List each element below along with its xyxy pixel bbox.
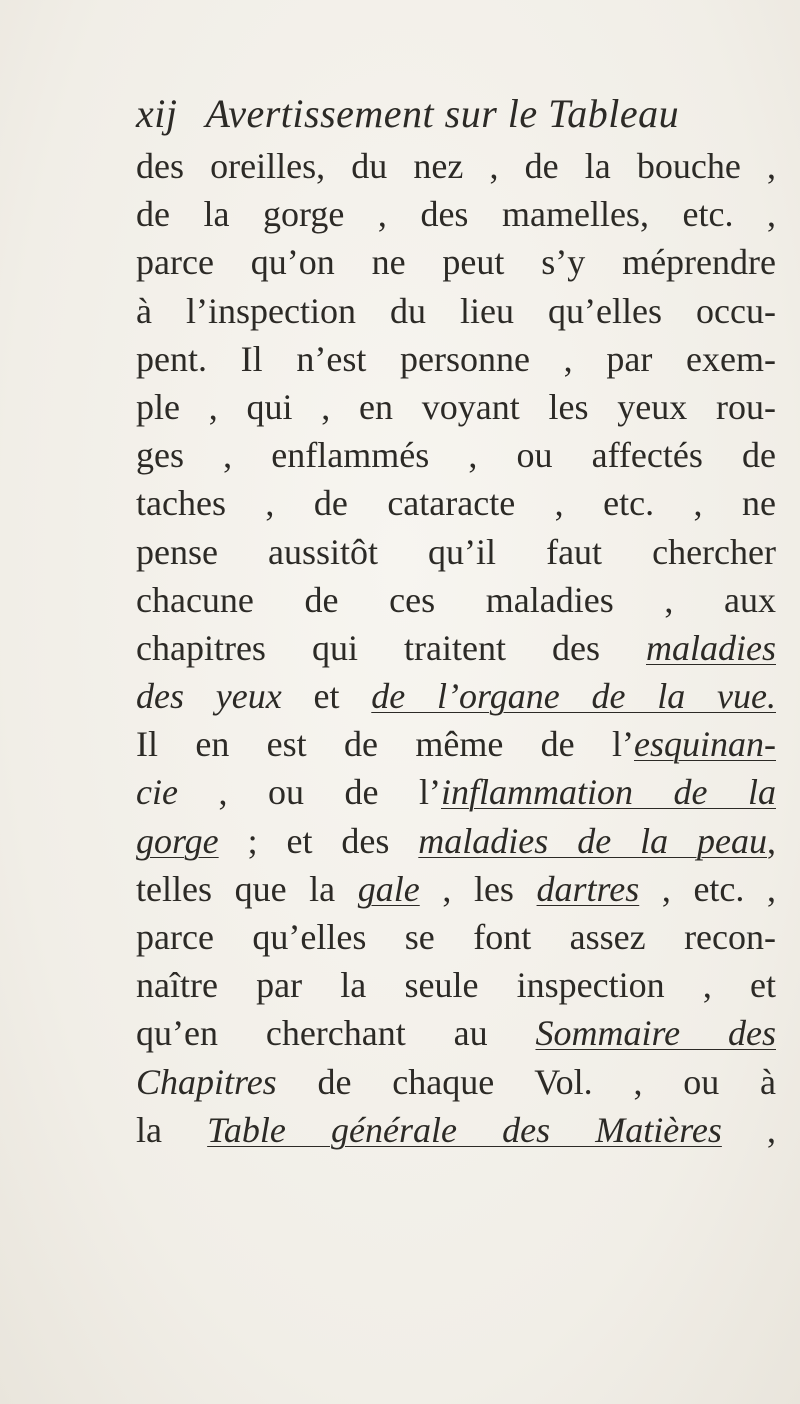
emphasized-text: maladies de la peau [418, 820, 767, 861]
text-segment: et [281, 676, 372, 717]
emphasized-text: inflammation de la [440, 772, 776, 813]
text-segment: , etc. , [639, 868, 777, 909]
text-line [136, 383, 776, 431]
text-segment: qu’en cherchant au [136, 1013, 536, 1054]
text-segment: taches , de cataracte , etc. , ne [136, 483, 776, 524]
text-segment: , ou de l’ [177, 772, 441, 813]
text-segment: , [767, 820, 776, 861]
emphasized-text: gale [357, 868, 420, 909]
page-number: xij [136, 91, 178, 136]
text-line [136, 865, 776, 913]
text-segment: ; et des [218, 820, 419, 861]
text-segment: naître par la seule inspection , et [136, 965, 776, 1006]
text-segment: chapitres qui traitent des [136, 627, 646, 668]
text-line [136, 1106, 776, 1154]
text-segment: ple , qui , en voyant les yeux rou- [136, 386, 776, 427]
text-segment: pent. Il n’est personne , par exem- [136, 338, 776, 379]
body-text [136, 142, 776, 1154]
emphasized-text: dartres [536, 868, 640, 909]
text-line [136, 913, 776, 961]
text-line [136, 768, 776, 816]
emphasized-text: Sommaire des [535, 1013, 776, 1054]
text-segment: de chaque Vol. , ou à [276, 1061, 776, 1102]
running-header [136, 90, 679, 137]
running-title: Avertissement sur le Tableau [205, 91, 680, 136]
text-line [136, 961, 776, 1009]
emphasized-text: gorge [136, 820, 219, 861]
text-line [136, 672, 776, 720]
text-line [136, 479, 776, 527]
text-line [136, 431, 776, 479]
text-segment: à l’inspection du lieu qu’elles occu- [136, 290, 776, 331]
text-segment: , [721, 1109, 777, 1150]
text-line [136, 720, 776, 768]
emphasized-text: des yeux [136, 676, 282, 717]
text-line [136, 624, 776, 672]
emphasized-text: Chapitres [136, 1061, 277, 1102]
text-segment: des oreilles, du nez , de la bouche , [136, 146, 776, 186]
text-line [136, 190, 776, 238]
text-line [136, 1009, 776, 1057]
text-line [136, 335, 776, 383]
emphasized-text: de l’organe de la vue. [371, 676, 776, 717]
text-segment: ges , enflammés , ou affectés de [136, 435, 776, 476]
text-segment: pense aussitôt qu’il faut chercher [136, 531, 776, 572]
text-segment: la [136, 1109, 208, 1150]
text-line [136, 817, 776, 865]
text-segment: de la gorge , des mamelles, etc. , [136, 194, 776, 235]
text-segment: chacune de ces maladies , aux [136, 579, 776, 620]
emphasized-text: maladies [646, 627, 776, 668]
text-segment: parce qu’elles se font assez recon- [136, 917, 776, 957]
emphasized-text: esquinan- [634, 724, 776, 765]
text-line [136, 1058, 776, 1106]
text-segment: parce qu’on ne peut s’y méprendre [136, 242, 776, 283]
text-line [136, 576, 776, 624]
emphasized-text: cie [136, 772, 178, 813]
emphasized-text: Table générale des Matières [207, 1109, 722, 1150]
text-line [136, 142, 776, 190]
text-segment: Il en est de même de l’ [136, 724, 635, 765]
text-segment: telles que la [136, 868, 358, 909]
text-line [136, 238, 776, 286]
text-line [136, 528, 776, 576]
text-segment: , les [419, 868, 537, 909]
text-line [136, 287, 776, 335]
